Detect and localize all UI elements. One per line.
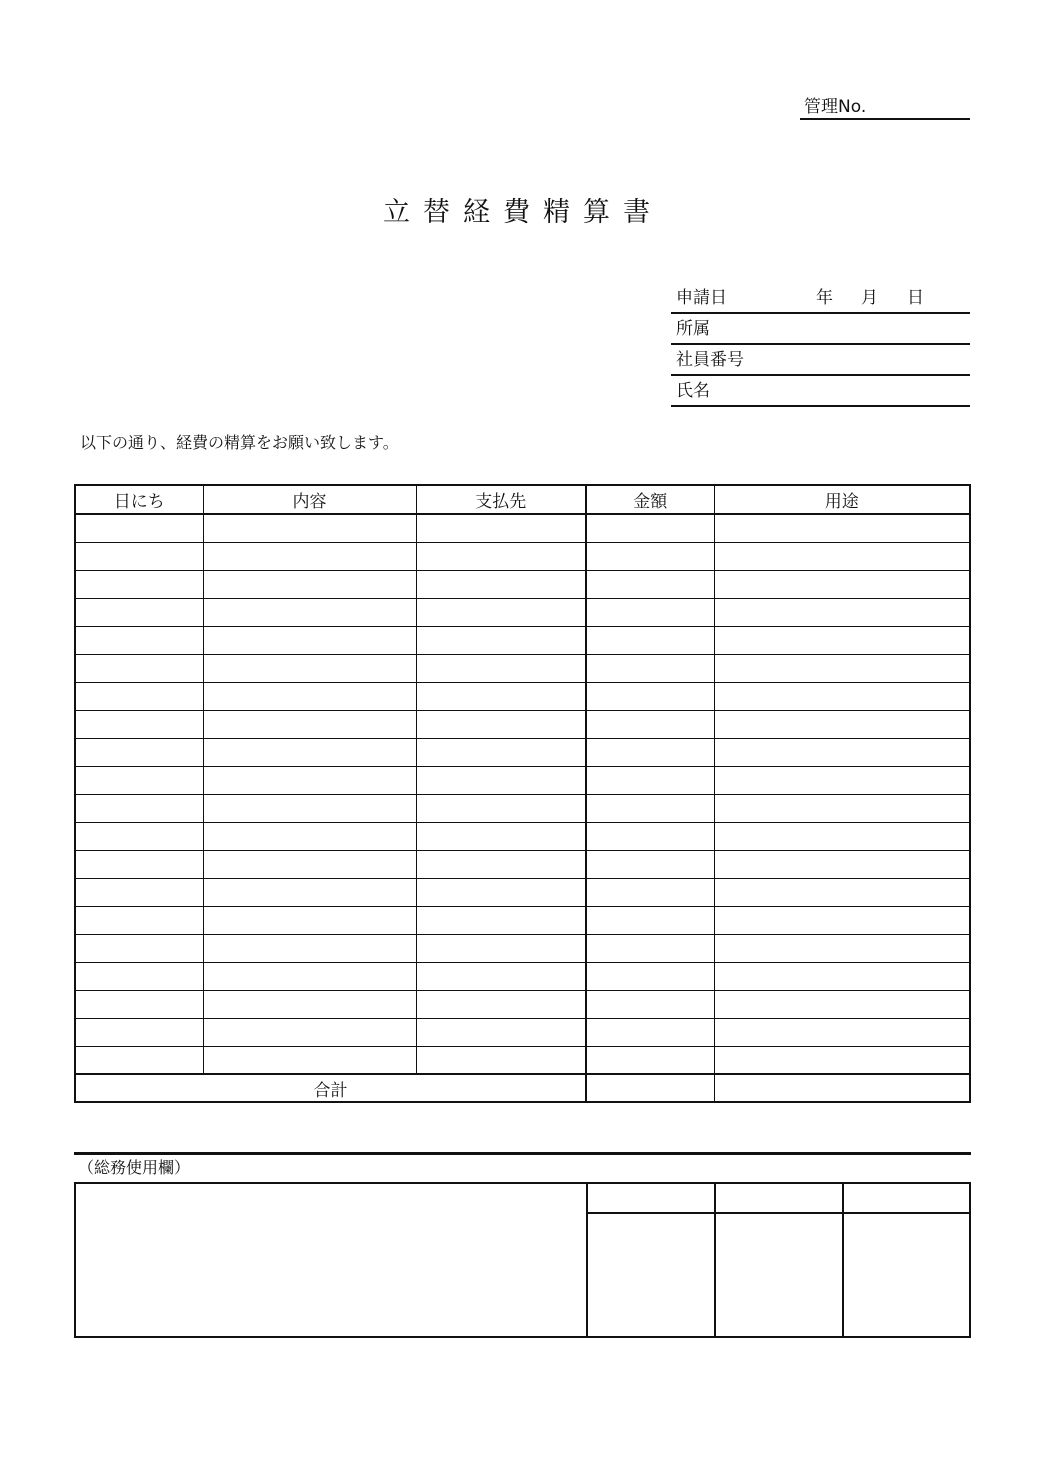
expense-row [75, 794, 970, 822]
description-cell[interactable] [203, 962, 416, 990]
date-cell[interactable] [75, 738, 203, 766]
name-label: 氏名 [676, 381, 710, 401]
payee-cell[interactable] [416, 710, 586, 738]
column-header-description: 内容 [203, 485, 416, 514]
payee-cell[interactable] [416, 738, 586, 766]
expense-row [75, 906, 970, 934]
purpose-cell[interactable] [714, 766, 970, 794]
description-cell[interactable] [203, 990, 416, 1018]
payee-cell[interactable] [416, 934, 586, 962]
amount-cell[interactable] [586, 906, 714, 934]
description-cell[interactable] [203, 822, 416, 850]
application-date-field[interactable] [671, 283, 970, 314]
date-cell[interactable] [75, 654, 203, 682]
total-purpose-cell[interactable] [714, 1074, 970, 1102]
payee-cell[interactable] [416, 850, 586, 878]
applicant-info [671, 283, 970, 407]
expense-row [75, 654, 970, 682]
application-date-label: 申請日 [676, 288, 727, 308]
description-cell[interactable] [203, 570, 416, 598]
column-header-date: 日にち [75, 485, 203, 514]
date-cell[interactable] [75, 514, 203, 542]
payee-cell[interactable] [416, 990, 586, 1018]
description-cell[interactable] [203, 794, 416, 822]
purpose-cell[interactable] [714, 850, 970, 878]
date-cell[interactable] [75, 878, 203, 906]
expense-row [75, 710, 970, 738]
amount-cell[interactable] [586, 682, 714, 710]
total-label: 合計 [75, 1074, 586, 1102]
expense-row [75, 682, 970, 710]
payee-cell[interactable] [416, 822, 586, 850]
expense-table [74, 484, 971, 1103]
date-cell[interactable] [75, 1046, 203, 1074]
expense-row [75, 542, 970, 570]
amount-cell[interactable] [586, 570, 714, 598]
payee-cell[interactable] [416, 962, 586, 990]
office-use-divider-1 [586, 1184, 588, 1336]
description-cell[interactable] [203, 710, 416, 738]
amount-cell[interactable] [586, 738, 714, 766]
purpose-cell[interactable] [714, 1046, 970, 1074]
total-amount-cell[interactable] [586, 1074, 714, 1102]
management-number-label: 管理No. [804, 97, 867, 117]
expense-row [75, 570, 970, 598]
date-cell[interactable] [75, 766, 203, 794]
purpose-cell[interactable] [714, 710, 970, 738]
column-header-amount: 金額 [586, 485, 714, 514]
expense-row [75, 962, 970, 990]
description-cell[interactable] [203, 1046, 416, 1074]
office-use-divider-3 [842, 1184, 844, 1336]
date-cell[interactable] [75, 822, 203, 850]
name-field[interactable] [671, 376, 970, 407]
date-cell[interactable] [75, 794, 203, 822]
payee-cell[interactable] [416, 1046, 586, 1074]
purpose-cell[interactable] [714, 906, 970, 934]
purpose-cell[interactable] [714, 514, 970, 542]
expense-row [75, 1046, 970, 1074]
date-cell[interactable] [75, 990, 203, 1018]
date-cell[interactable] [75, 626, 203, 654]
day-unit: 日 [907, 288, 924, 308]
payee-cell[interactable] [416, 878, 586, 906]
office-use-header-line [586, 1212, 969, 1214]
department-field[interactable] [671, 314, 970, 345]
purpose-cell[interactable] [714, 1018, 970, 1046]
date-cell[interactable] [75, 962, 203, 990]
expense-table-body [75, 514, 970, 1102]
payee-cell[interactable] [416, 542, 586, 570]
total-row [75, 1074, 970, 1102]
management-number-field[interactable] [800, 94, 970, 120]
amount-cell[interactable] [586, 990, 714, 1018]
document-title: 立替経費精算書 [383, 197, 663, 228]
purpose-cell[interactable] [714, 962, 970, 990]
amount-cell[interactable] [586, 710, 714, 738]
office-use-divider [74, 1152, 971, 1155]
employee-number-field[interactable] [671, 345, 970, 376]
year-unit: 年 [816, 288, 833, 308]
column-header-payee: 支払先 [416, 485, 586, 514]
expense-row [75, 738, 970, 766]
payee-cell[interactable] [416, 682, 586, 710]
expense-row [75, 822, 970, 850]
description-cell[interactable] [203, 542, 416, 570]
department-label: 所属 [676, 319, 710, 339]
purpose-cell[interactable] [714, 598, 970, 626]
purpose-cell[interactable] [714, 542, 970, 570]
description-cell[interactable] [203, 906, 416, 934]
date-cell[interactable] [75, 1018, 203, 1046]
amount-cell[interactable] [586, 822, 714, 850]
expense-row [75, 990, 970, 1018]
office-use-box [74, 1182, 971, 1338]
payee-cell[interactable] [416, 1018, 586, 1046]
column-header-purpose: 用途 [714, 485, 970, 514]
purpose-cell[interactable] [714, 570, 970, 598]
expense-row [75, 766, 970, 794]
purpose-cell[interactable] [714, 626, 970, 654]
expense-row [75, 598, 970, 626]
date-cell[interactable] [75, 542, 203, 570]
purpose-cell[interactable] [714, 682, 970, 710]
payee-cell[interactable] [416, 906, 586, 934]
amount-cell[interactable] [586, 850, 714, 878]
amount-cell[interactable] [586, 1046, 714, 1074]
amount-cell[interactable] [586, 934, 714, 962]
description-cell[interactable] [203, 738, 416, 766]
expense-row [75, 850, 970, 878]
description-cell[interactable] [203, 514, 416, 542]
purpose-cell[interactable] [714, 934, 970, 962]
purpose-cell[interactable] [714, 738, 970, 766]
description-cell[interactable] [203, 626, 416, 654]
amount-cell[interactable] [586, 654, 714, 682]
amount-cell[interactable] [586, 1018, 714, 1046]
date-cell[interactable] [75, 710, 203, 738]
intro-text: 以下の通り、経費の精算をお願い致します。 [80, 433, 399, 452]
date-cell[interactable] [75, 906, 203, 934]
description-cell[interactable] [203, 682, 416, 710]
amount-cell[interactable] [586, 962, 714, 990]
purpose-cell[interactable] [714, 794, 970, 822]
office-use-label: （総務使用欄） [78, 1158, 191, 1177]
description-cell[interactable] [203, 878, 416, 906]
expense-table-header [75, 485, 970, 514]
payee-cell[interactable] [416, 654, 586, 682]
payee-cell[interactable] [416, 794, 586, 822]
expense-row [75, 514, 970, 542]
date-cell[interactable] [75, 682, 203, 710]
payee-cell[interactable] [416, 598, 586, 626]
amount-cell[interactable] [586, 514, 714, 542]
payee-cell[interactable] [416, 626, 586, 654]
date-cell[interactable] [75, 850, 203, 878]
amount-cell[interactable] [586, 542, 714, 570]
payee-cell[interactable] [416, 514, 586, 542]
date-cell[interactable] [75, 598, 203, 626]
date-cell[interactable] [75, 570, 203, 598]
description-cell[interactable] [203, 598, 416, 626]
office-use-divider-2 [714, 1184, 716, 1336]
amount-cell[interactable] [586, 626, 714, 654]
description-cell[interactable] [203, 1018, 416, 1046]
description-cell[interactable] [203, 850, 416, 878]
purpose-cell[interactable] [714, 878, 970, 906]
purpose-cell[interactable] [714, 822, 970, 850]
purpose-cell[interactable] [714, 654, 970, 682]
description-cell[interactable] [203, 934, 416, 962]
expense-row [75, 878, 970, 906]
description-cell[interactable] [203, 654, 416, 682]
amount-cell[interactable] [586, 766, 714, 794]
expense-row [75, 1018, 970, 1046]
month-unit: 月 [861, 288, 878, 308]
employee-number-label: 社員番号 [676, 350, 744, 370]
payee-cell[interactable] [416, 766, 586, 794]
amount-cell[interactable] [586, 794, 714, 822]
purpose-cell[interactable] [714, 990, 970, 1018]
description-cell[interactable] [203, 766, 416, 794]
expense-row [75, 626, 970, 654]
date-cell[interactable] [75, 934, 203, 962]
expense-row [75, 934, 970, 962]
amount-cell[interactable] [586, 878, 714, 906]
amount-cell[interactable] [586, 598, 714, 626]
payee-cell[interactable] [416, 570, 586, 598]
